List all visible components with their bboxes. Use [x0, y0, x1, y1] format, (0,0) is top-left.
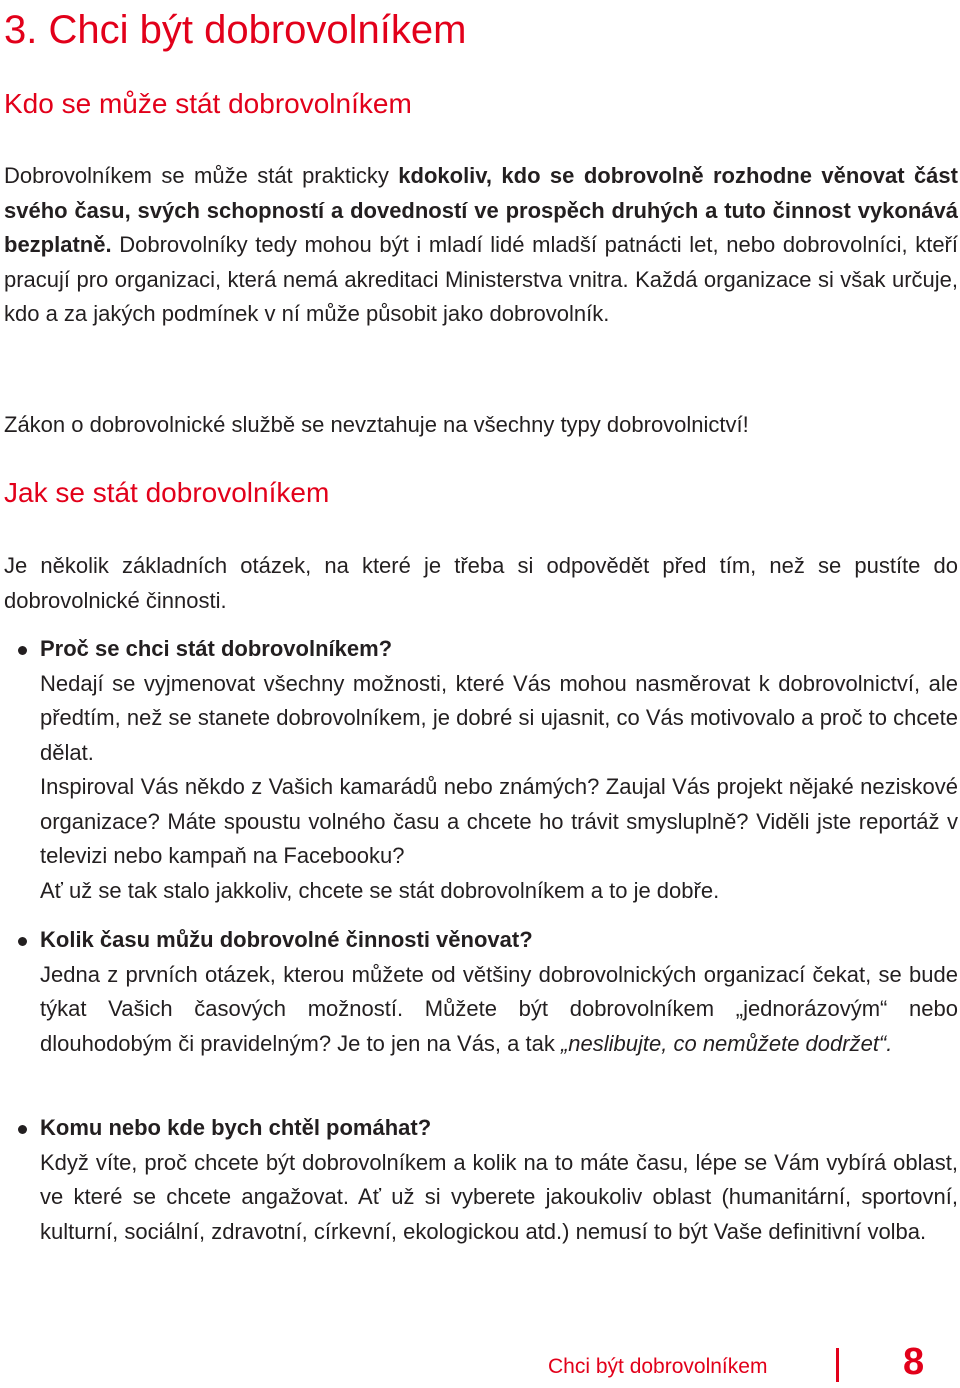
who-paragraph-1-text-b: Dobrovolníky tedy mohou být i mladí lidé mladší patnácti let, nebo dobrovolníci, kteří pracují pro organizaci, která nemá akreditaci Ministerstva vnitra. Každá organizace si však určuje, kdo a za jakých podmínek v ní může působit jako dobrovolník.: [4, 232, 958, 326]
who-paragraph-1-bold: kdokoliv, kdo se dobrovolně rozhodne věnovat část svého času, svých schopností a dovedností ve prospěch druhých a tuto činnost vykonává bezplatně.: [4, 163, 958, 257]
how-intro: Je několik základních otázek, na které je třeba si odpovědět před tím, než se pustíte do dobrovolnické činnosti.: [4, 553, 958, 613]
question-block-time: [40, 923, 958, 1061]
bullet-icon: [18, 937, 27, 946]
question-paragraph: Ať už se tak stalo jakkoliv, chcete se stát dobrovolníkem a to je dobře.: [40, 877, 720, 903]
section-heading-how: Jak se stát dobrovolníkem: [4, 477, 330, 508]
footer-title: Chci být dobrovolníkem: [548, 1355, 768, 1378]
bullet-icon: [18, 1125, 27, 1134]
question-paragraph: Když víte, proč chcete být dobrovolníkem a kolik na to máte času, lépe se Vám vybírá oblast, ve které se chcete angažovat. Ať už si vyberete jakoukoliv oblast (humanitární, sportovní, kulturní, sociální, zdravotní, církevní, ekologickou atd.) nemusí to být Vaše definitivní volba.: [40, 1149, 958, 1244]
question-paragraph: Nedají se vyjmenovat všechny možnosti, které Vás mohou nasměrovat k dobrovolnictví, ale předtím, než se stanete dobrovolníkem, je dobré si ujasnit, co Vás motivovalo a proč to chcete dělat.: [40, 670, 958, 765]
chapter-title: 3. Chci být dobrovolníkem: [4, 8, 467, 52]
question-heading: Proč se chci stát dobrovolníkem?: [40, 636, 393, 661]
question-block-why: [40, 632, 958, 908]
question-paragraph: Inspiroval Vás někdo z Vašich kamarádů nebo známých? Zaujal Vás projekt nějaké neziskové organizace? Máte spoustu volného času a chcete ho trávit smysluplně? Viděli jste reportáž v televizi nebo kampaň na Facebooku?: [40, 774, 958, 868]
question-paragraph-text: Jedna z prvních otázek, kterou můžete od většiny dobrovolnických organizací čekat, se bude týkat Vašich časových možností. Můžete být dobrovolníkem „jednorázovým“ nebo dlouhodobým či pravidelným? Je to jen na Vás, a tak: [40, 961, 958, 1056]
who-paragraph-1: [4, 159, 958, 332]
question-paragraph: [40, 958, 958, 1062]
who-paragraph-1-text-a: Dobrovolníkem se může stát prakticky: [4, 163, 399, 188]
footer-divider: [836, 1348, 839, 1382]
question-heading: Kolik času můžu dobrovolné činnosti věnovat?: [40, 927, 533, 952]
who-paragraph-2: Zákon o dobrovolnické službě se nevztahuje na všechny typy dobrovolnictví!: [4, 412, 749, 437]
page-number: 8: [903, 1341, 925, 1383]
question-block-where: [40, 1111, 958, 1249]
question-heading: Komu nebo kde bych chtěl pomáhat?: [40, 1115, 432, 1140]
question-paragraph-italic: „neslibujte, co nemůžete dodržet“.: [560, 1030, 893, 1056]
section-heading-who: Kdo se může stát dobrovolníkem: [4, 88, 412, 119]
bullet-icon: [18, 646, 27, 655]
